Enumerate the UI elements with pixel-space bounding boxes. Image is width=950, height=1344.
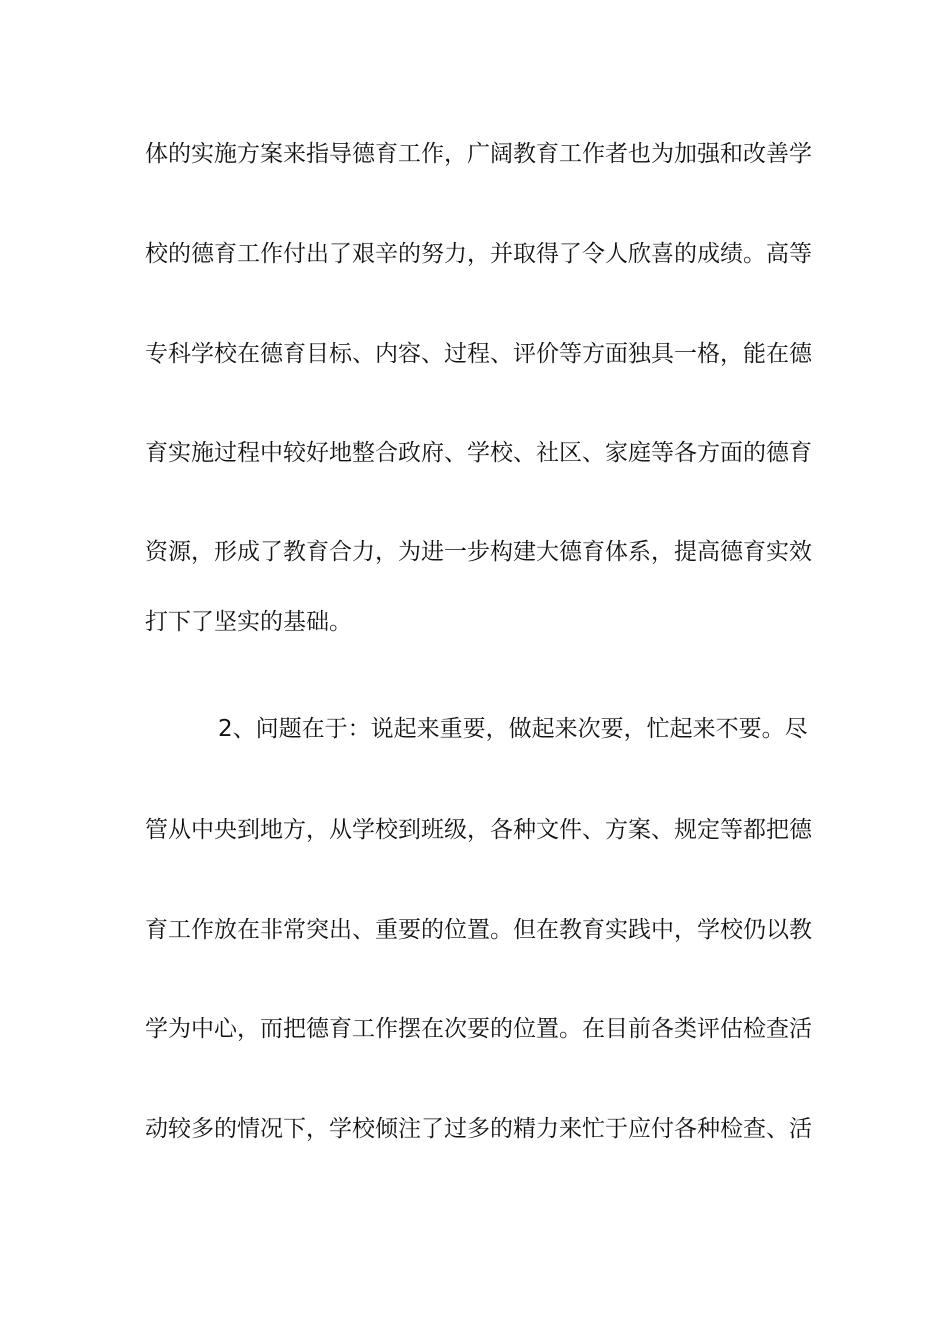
paragraph-line: 动较多的情况下，学校倾注了过多的精力来忙于应付各种检查、活 [145, 1116, 812, 1142]
paragraph-line: 2、问题在于：说起来重要，做起来次要，忙起来不要。尽 [218, 716, 808, 742]
paragraph-line: 育实施过程中较好地整合政府、学校、社区、家庭等各方面的德育 [145, 440, 812, 466]
paragraph-line: 专科学校在德育目标、内容、过程、评价等方面独具一格，能在德 [145, 341, 812, 367]
paragraph-line: 体的实施方案来指导德育工作，广阔教育工作者也为加强和改善学 [145, 141, 812, 167]
paragraph-line: 学为中心，而把德育工作摆在次要的位置。在目前各类评估检查活 [145, 1016, 812, 1042]
paragraph-line: 管从中央到地方，从学校到班级，各种文件、方案、规定等都把德 [145, 817, 812, 843]
paragraph-line: 资源，形成了教育合力，为进一步构建大德育体系，提高德育实效 [145, 539, 812, 565]
paragraph-line: 育工作放在非常突出、重要的位置。但在教育实践中，学校仍以教 [145, 917, 812, 943]
paragraph-line: 打下了坚实的基础。 [145, 609, 352, 635]
paragraph-line: 校的德育工作付出了艰辛的努力，并取得了令人欣喜的成绩。高等 [145, 241, 812, 267]
